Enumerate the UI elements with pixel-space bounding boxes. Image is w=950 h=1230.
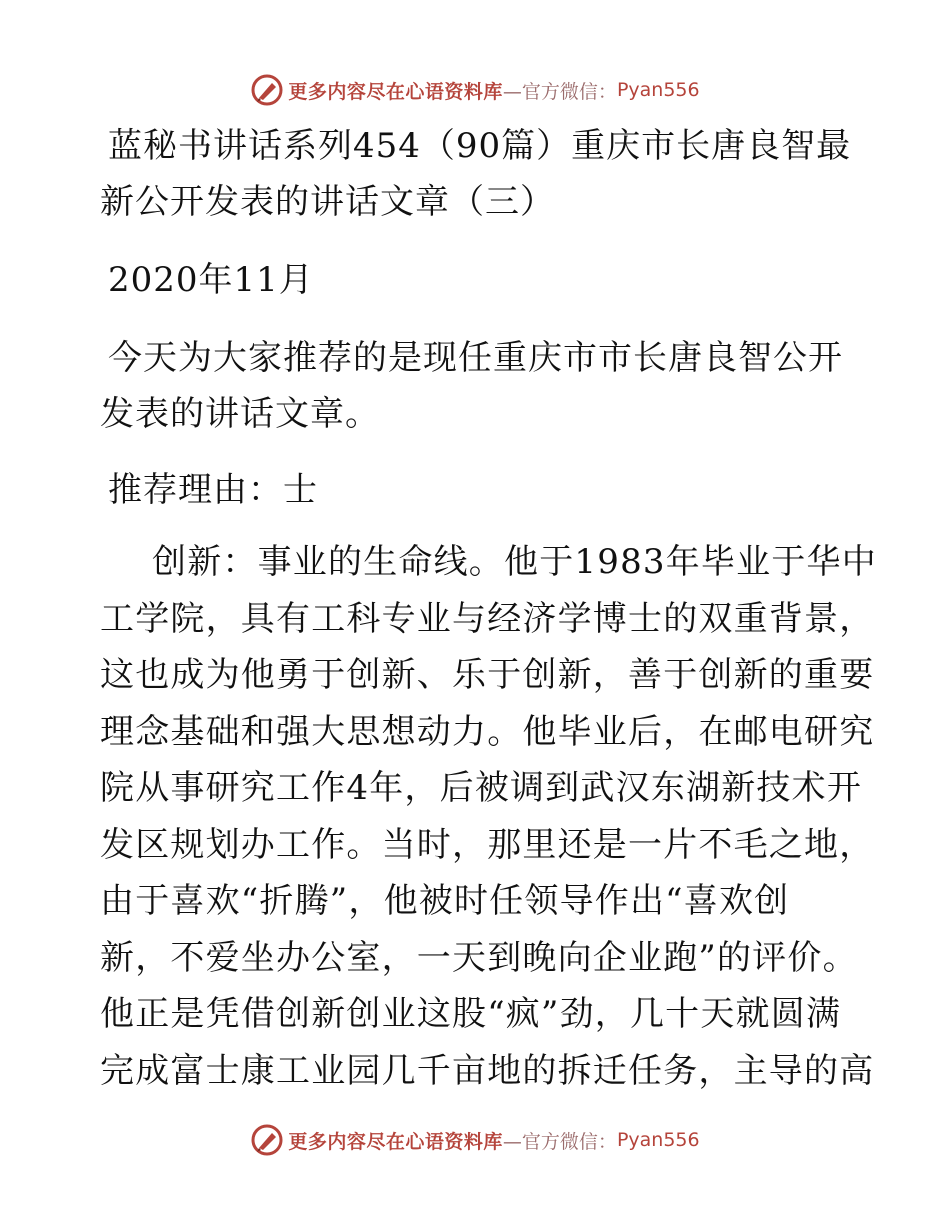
- intro-line-2: 发表的讲话文章。: [100, 394, 380, 434]
- banner-handle: Pyan556: [616, 1129, 700, 1151]
- body-line: 创新：事业的生命线。他于1983年毕业于华中: [152, 542, 877, 582]
- header-watermark: [0, 70, 950, 110]
- footer-watermark: [0, 1120, 950, 1160]
- body-line: 发区规划办工作。当时，那里还是一片不毛之地，: [100, 824, 875, 865]
- body-line: 这也成为他勇于创新、乐于创新，善于创新的重要: [100, 655, 875, 695]
- body-line: 院从事研究工作4年，后被调到武汉东湖新技术开: [100, 768, 863, 808]
- body-line: 理念基础和强大思想动力。他毕业后，在邮电研究: [100, 711, 875, 752]
- body-line: 由于喜欢“折腾”，他被时任领导作出“喜欢创: [100, 881, 790, 921]
- banner-separator: —官方微信：: [502, 1130, 617, 1153]
- body-line: 工学院，具有工科专业与经济学博士的双重背景，: [100, 598, 875, 639]
- body-line: 完成富士康工业园几千亩地的拆迁任务，主导的高: [100, 1050, 875, 1091]
- body-line: 新，不爱坐办公室，一天到晚向企业跑”的评价。: [100, 937, 858, 978]
- pen-nib-logo-icon: [250, 73, 284, 107]
- body-paragraph: [100, 534, 877, 1099]
- intro-line-1: 今天为大家推荐的是现任重庆市市长唐良智公开: [108, 338, 843, 378]
- banner-separator: —官方微信：: [502, 80, 617, 103]
- banner-text: 更多内容尽在心语资料库: [288, 80, 503, 103]
- banner-handle: Pyan556: [616, 79, 700, 101]
- title-line-1: 蓝秘书讲话系列454（90篇）重庆市长唐良智最: [108, 126, 852, 166]
- banner-text: 更多内容尽在心语资料库: [288, 1130, 503, 1153]
- document-title: [100, 118, 860, 230]
- intro-paragraph: [100, 330, 860, 442]
- title-line-2: 新公开发表的讲话文章（三）: [100, 182, 555, 222]
- recommendation-reason: 推荐理由：士: [108, 470, 318, 510]
- document-date: 2020年11月: [108, 260, 314, 300]
- document-content: [100, 118, 877, 1099]
- pen-nib-logo-icon: [250, 1123, 284, 1157]
- body-line: 他正是凭借创新创业这股“疯”劲，几十天就圆满: [100, 994, 842, 1034]
